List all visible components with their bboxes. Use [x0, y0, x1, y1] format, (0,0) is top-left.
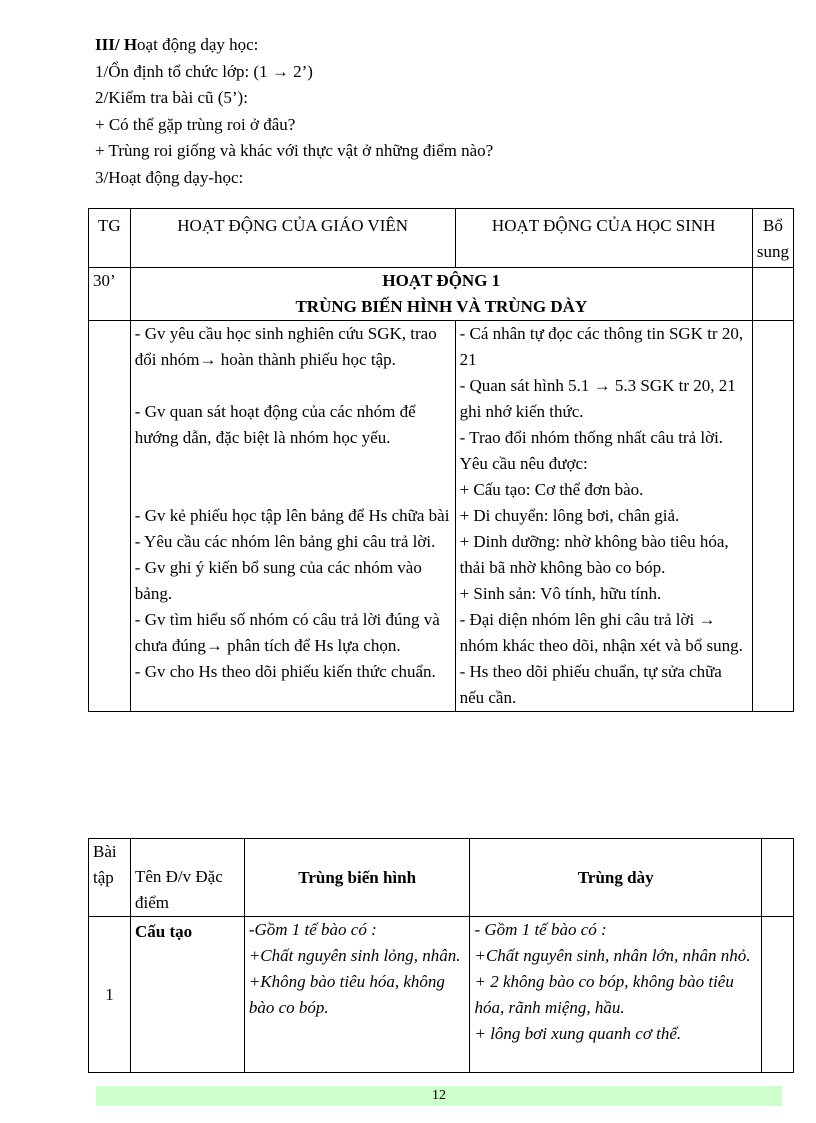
paramecium-structure: - Gồm 1 tế bào có : +Chất nguyên sinh, nhân lớn, nhân nhỏ. + 2 không bào co bóp, không bào tiêu hóa, rãnh miệng, hầu. + lông bơi xung quanh cơ thể. — [470, 917, 762, 1073]
intro-line: + Có thể gặp trùng roi ở đâu? — [95, 114, 296, 134]
col-amoeba: Trùng biến hình — [244, 839, 470, 917]
activity-table — [88, 208, 794, 712]
amoeba-structure: -Gồm 1 tế bào có : +Chất nguyên sinh lỏng, nhân. +Không bào tiêu hóa, không bào co bóp. — [244, 917, 470, 1073]
header-student: HOẠT ĐỘNG CỦA HỌC SINH — [455, 209, 752, 268]
lesson-intro — [95, 32, 493, 191]
extra-cell — [752, 268, 793, 321]
col-exercise: Bài tập — [89, 839, 131, 917]
extra-cell — [762, 917, 794, 1073]
time-cell: 30’ — [89, 268, 131, 321]
extra-cell — [752, 321, 793, 712]
page-number: 12 — [432, 1088, 446, 1103]
col-feature: Tên Đ/v Đặc điểm — [130, 839, 244, 917]
row-feature: Cấu tạo — [130, 917, 244, 1073]
intro-line: 2/Kiểm tra bài cũ (5’): — [95, 88, 248, 107]
time-cell-empty — [89, 321, 131, 712]
teacher-activity: - Gv yêu cầu học sinh nghiên cứu SGK, trao đổi nhóm→ hoàn thành phiếu học tập. - Gv quan sát hoạt động của các nhóm để hướng dẫn, đặc biệt là nhóm học yếu. - Gv kẻ phiếu học tập lên bảng để Hs chữa bài - Yêu cầu các nhóm lên bảng ghi câu trả lời. - Gv ghi ý kiến bổ sung của các nhóm vào bảng. - Gv tìm hiểu số nhóm có câu trả lời đúng và chưa đúng→ phân tích để Hs lựa chọn. - Gv cho Hs theo dõi phiếu kiến thức chuẩn. — [130, 321, 455, 712]
row-number: 1 — [89, 917, 131, 1073]
student-activity: - Cá nhân tự đọc các thông tin SGK tr 20, 21 - Quan sát hình 5.1 → 5.3 SGK tr 20, 21 ghi nhớ kiến thức. - Trao đổi nhóm thống nhất câu trả lời. Yêu cầu nêu được: + Cấu tạo: Cơ thể đơn bào. + Di chuyển: lông bơi, chân giả. + Dinh dưỡng: nhờ không bào tiêu hóa, thải bã nhờ không bào co bóp. + Sinh sản: Vô tính, hữu tính. - Đại diện nhóm lên ghi câu trả lời → nhóm khác theo dõi, nhận xét và bổ sung. - Hs theo dõi phiếu chuẩn, tự sửa chữa nếu cần. — [455, 321, 752, 712]
header-extra: Bổ sung — [752, 209, 793, 268]
col-paramecium: Trùng dày — [470, 839, 762, 917]
intro-line: + Trùng roi giống và khác với thực vật ở những điểm nào? — [95, 141, 494, 160]
header-tg: TG — [89, 209, 131, 268]
intro-line: 3/Hoạt động dạy-học: — [95, 167, 244, 187]
intro-line: 1/Ổn định tổ chức lớp: (1 → 2’) — [95, 61, 313, 81]
page-footer — [96, 1086, 782, 1106]
extra-cell — [762, 839, 794, 917]
header-teacher: HOẠT ĐỘNG CỦA GIÁO VIÊN — [130, 209, 455, 268]
section-heading: III/ Hoạt động dạy học: — [95, 35, 259, 54]
worksheet-table — [88, 838, 794, 1073]
activity-title: HOẠT ĐỘNG 1 TRÙNG BIẾN HÌNH VÀ TRÙNG DÀY — [130, 268, 752, 321]
